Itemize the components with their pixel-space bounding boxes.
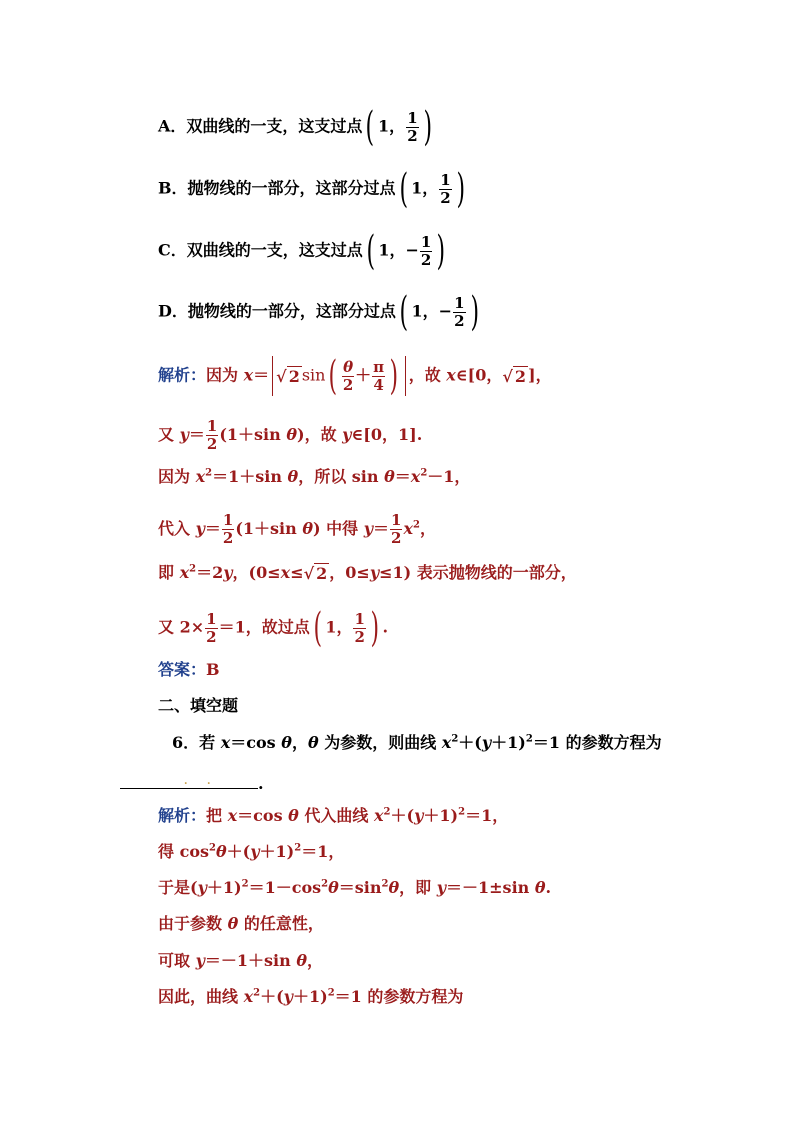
solution-2-line-5: 可取 y＝－1＋sin θ， xyxy=(158,951,323,970)
abs-bar-left xyxy=(272,356,273,396)
option-b xyxy=(158,166,468,212)
option-d xyxy=(158,289,482,335)
right-paren: ) xyxy=(423,104,432,150)
left-paren: ( xyxy=(365,104,375,150)
fraction: $\frac{\pi}{4}$ xyxy=(373,357,385,394)
solution-2-line-3: 于是$(y+1)^2=1-\cos^2\theta=\sin^2\theta$，即 y＝－1±sin θ. xyxy=(158,878,552,897)
option-text: 抛物线的一部分，这部分过点 xyxy=(187,178,396,198)
answer-blank-line: . . . xyxy=(120,772,264,794)
minus-sign: − xyxy=(405,240,419,260)
option-c xyxy=(158,228,449,274)
sqrt: √ 2 xyxy=(502,366,527,386)
fraction: $\frac{1}{2}$ xyxy=(206,609,217,646)
fraction: $\frac{1}{2}$ xyxy=(440,170,451,207)
right-paren: ) xyxy=(436,228,446,274)
answer-label: 答案 xyxy=(158,660,191,679)
fraction: $\frac{1}{2}$ xyxy=(354,609,365,646)
point-x: 1， xyxy=(378,116,406,136)
section-heading: 二、填空题 xyxy=(158,696,239,715)
point-x: 1， xyxy=(411,301,439,321)
option-letter: A． xyxy=(158,116,187,136)
left-paren: ( xyxy=(399,166,408,212)
sqrt: √ 2 xyxy=(276,366,300,386)
solution-1-line-6: 又 2× $\frac{1}{2}$ ＝1，故过点( 1， $\frac{1}{2}$ ) . xyxy=(158,605,389,651)
minus-sign: − xyxy=(438,301,453,321)
right-paren: ) xyxy=(456,166,465,212)
abs-bar-right xyxy=(405,356,406,396)
fraction: $\frac{1}{2}$ xyxy=(407,108,418,145)
option-letter: C． xyxy=(158,240,187,260)
point-x: 1， xyxy=(378,240,406,260)
solution-1-line-2: 又 y＝ $\frac{1}{2}$ (1＋sin θ)，故 y∈[0，1]. xyxy=(158,417,423,453)
right-paren: ) xyxy=(470,289,479,335)
option-letter: B． xyxy=(158,178,188,198)
question-6: 6．若 x＝cos θ，θ 为参数，则曲线 $x^2+(y+1)^2=1$ 的参数方程为 xyxy=(172,733,662,752)
fraction: $\frac{1}{2}$ xyxy=(454,293,465,330)
sqrt: √ 2 xyxy=(303,564,328,583)
solution-1-line-1: 解析：因为 x＝ √ 2 sin( $\frac{\theta}{2}$ ＋ $\frac{\pi}{4}$ ) ，故 x∈[0，√ 2 ]， xyxy=(158,353,552,399)
solution-2-line-1: 解析：把 x＝cos θ 代入曲线 $x^2+(y+1)^2=1$， xyxy=(158,806,509,825)
fraction: $\frac{1}{2}$ xyxy=(391,511,402,547)
option-text: 双曲线的一支，这支过点 xyxy=(186,240,363,260)
answer-value: B xyxy=(206,660,220,679)
option-text: 抛物线的一部分，这部分过点 xyxy=(187,301,396,321)
fraction: $\frac{1}{2}$ xyxy=(420,232,432,269)
solution-label: 解析 xyxy=(158,806,191,825)
fraction: $\frac{1}{2}$ xyxy=(206,417,218,453)
solution-1-line-3: 因为 $x^2=1+\sin$ θ，所以 $\sin \theta=x^2-1$， xyxy=(158,467,471,486)
solution-1-line-4: 代入 y＝ $\frac{1}{2}$ (1＋sin θ) 中得 y＝ $\frac{1}{2}$ $x^2$， xyxy=(158,511,436,547)
solution-1-line-5: 即 $x^2=2y$，(0≤x≤√ 2 ，0≤y≤1) 表示抛物线的一部分， xyxy=(158,563,577,583)
option-a xyxy=(158,104,435,150)
fraction: $\frac{\theta}{2}$ xyxy=(342,357,354,394)
left-paren: ( xyxy=(399,289,409,335)
option-text: 双曲线的一支，这支过点 xyxy=(186,116,363,136)
solution-label: 解析 xyxy=(158,365,191,385)
solution-2-line-6: 因此，曲线 $x^2+(y+1)^2=1$ 的参数方程为 xyxy=(158,987,464,1006)
answer-line: 答案：B xyxy=(158,660,220,679)
left-paren: ( xyxy=(366,228,375,274)
option-letter: D． xyxy=(158,301,188,321)
fraction: $\frac{1}{2}$ xyxy=(222,511,234,547)
solution-2-line-4: 由于参数 θ 的任意性， xyxy=(158,914,324,933)
answer-blank[interactable]: . . xyxy=(120,772,258,789)
point-x: 1， xyxy=(411,178,439,198)
solution-2-line-2: 得 $\cos^2\theta+(y+1)^2=1$， xyxy=(158,842,345,861)
